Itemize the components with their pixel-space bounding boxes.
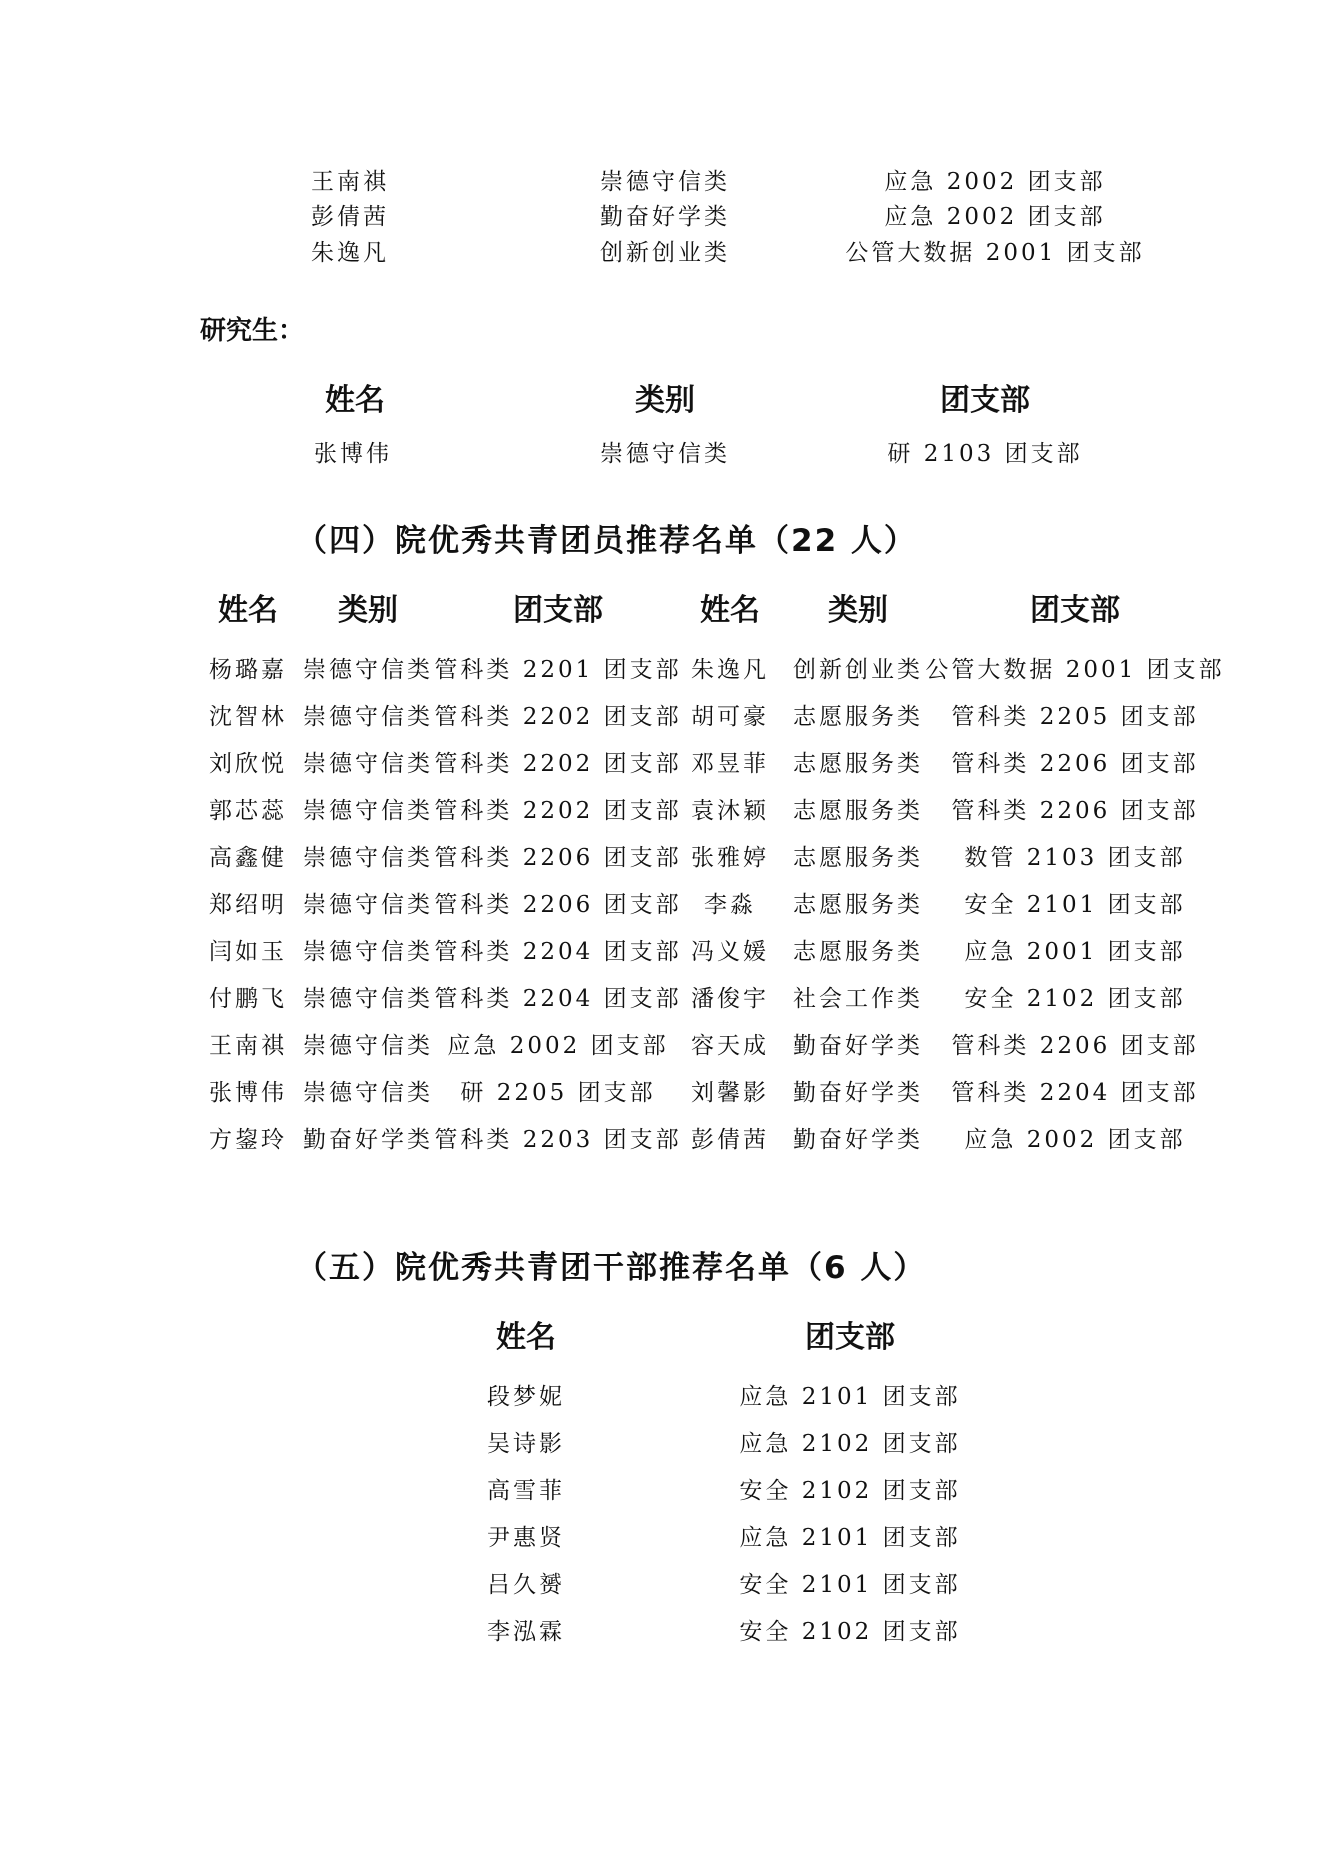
- header-branch: 团支部: [940, 383, 1030, 418]
- left-category-cell: 勤奋好学类: [303, 1127, 433, 1153]
- right-category-cell: 勤奋好学类: [793, 1080, 923, 1106]
- left-name-cell: 郑绍明: [209, 892, 287, 918]
- right-branch-cell: 管科类 2204 团支部: [951, 1080, 1199, 1106]
- right-branch-cell: 管科类 2206 团支部: [951, 1033, 1199, 1059]
- category-cell: 创新创业类: [600, 240, 730, 266]
- name-cell: 段梦妮: [487, 1384, 565, 1410]
- header-branch-left: 团支部: [513, 593, 603, 628]
- right-category-cell: 社会工作类: [793, 986, 923, 1012]
- name-cell: 吕久赟: [487, 1572, 565, 1598]
- left-category-cell: 崇德守信类: [303, 798, 433, 824]
- left-name-cell: 方鋆玲: [209, 1127, 287, 1153]
- header-category-right: 类别: [828, 593, 888, 628]
- name-cell: 王南祺: [311, 169, 389, 195]
- right-category-cell: 勤奋好学类: [793, 1033, 923, 1059]
- right-name-cell: 冯义媛: [691, 939, 769, 965]
- left-name-cell: 高鑫健: [209, 845, 287, 871]
- right-category-cell: 勤奋好学类: [793, 1127, 923, 1153]
- right-name-cell: 李淼: [704, 892, 756, 918]
- left-name-cell: 刘欣悦: [209, 751, 287, 777]
- left-name-cell: 张博伟: [209, 1080, 287, 1106]
- left-branch-cell: 管科类 2202 团支部: [434, 751, 682, 777]
- left-branch-cell: 管科类 2204 团支部: [434, 939, 682, 965]
- section5-title: （五）院优秀共青团干部推荐名单（6 人）: [296, 1250, 927, 1286]
- left-category-cell: 崇德守信类: [303, 751, 433, 777]
- right-branch-cell: 安全 2101 团支部: [964, 892, 1186, 918]
- name-cell: 尹惠贤: [487, 1525, 565, 1551]
- branch-cell: 研 2103 团支部: [887, 441, 1083, 467]
- right-name-cell: 张雅婷: [691, 845, 769, 871]
- name-cell: 吴诗影: [487, 1431, 565, 1457]
- header-branch-right: 团支部: [1030, 593, 1120, 628]
- left-category-cell: 崇德守信类: [303, 704, 433, 730]
- right-branch-cell: 公管大数据 2001 团支部: [925, 657, 1225, 683]
- right-branch-cell: 应急 2002 团支部: [964, 1127, 1186, 1153]
- left-branch-cell: 管科类 2206 团支部: [434, 845, 682, 871]
- right-category-cell: 志愿服务类: [793, 798, 923, 824]
- left-branch-cell: 应急 2002 团支部: [447, 1033, 669, 1059]
- branch-cell: 安全 2102 团支部: [739, 1478, 961, 1504]
- category-cell: 崇德守信类: [600, 441, 730, 467]
- left-category-cell: 崇德守信类: [303, 892, 433, 918]
- name-cell: 彭倩茜: [311, 204, 389, 230]
- branch-cell: 应急 2002 团支部: [884, 204, 1106, 230]
- right-name-cell: 袁沐颖: [691, 798, 769, 824]
- left-branch-cell: 管科类 2203 团支部: [434, 1127, 682, 1153]
- right-category-cell: 创新创业类: [793, 657, 923, 683]
- category-cell: 勤奋好学类: [600, 204, 730, 230]
- left-name-cell: 郭芯蕊: [209, 798, 287, 824]
- left-branch-cell: 管科类 2206 团支部: [434, 892, 682, 918]
- right-category-cell: 志愿服务类: [793, 892, 923, 918]
- name-cell: 张博伟: [314, 441, 392, 467]
- right-branch-cell: 安全 2102 团支部: [964, 986, 1186, 1012]
- header-name-left: 姓名: [218, 593, 278, 628]
- left-branch-cell: 管科类 2202 团支部: [434, 704, 682, 730]
- branch-cell: 公管大数据 2001 团支部: [845, 240, 1145, 266]
- branch-cell: 应急 2102 团支部: [739, 1431, 961, 1457]
- left-name-cell: 付鹏飞: [209, 986, 287, 1012]
- left-name-cell: 沈智林: [209, 704, 287, 730]
- left-name-cell: 闫如玉: [209, 939, 287, 965]
- right-category-cell: 志愿服务类: [793, 939, 923, 965]
- right-name-cell: 胡可豪: [691, 704, 769, 730]
- graduate-label: 研究生：: [200, 316, 305, 346]
- name-cell: 李泓霖: [487, 1619, 565, 1645]
- header-name: 姓名: [496, 1320, 556, 1355]
- left-category-cell: 崇德守信类: [303, 1033, 433, 1059]
- right-branch-cell: 管科类 2205 团支部: [951, 704, 1199, 730]
- right-branch-cell: 管科类 2206 团支部: [951, 798, 1199, 824]
- left-category-cell: 崇德守信类: [303, 1080, 433, 1106]
- left-branch-cell: 管科类 2204 团支部: [434, 986, 682, 1012]
- name-cell: 高雪菲: [487, 1478, 565, 1504]
- header-branch: 团支部: [805, 1320, 895, 1355]
- right-category-cell: 志愿服务类: [793, 845, 923, 871]
- header-name-right: 姓名: [700, 593, 760, 628]
- right-category-cell: 志愿服务类: [793, 704, 923, 730]
- header-category-left: 类别: [338, 593, 398, 628]
- left-category-cell: 崇德守信类: [303, 986, 433, 1012]
- right-branch-cell: 数管 2103 团支部: [964, 845, 1186, 871]
- right-name-cell: 潘俊宇: [691, 986, 769, 1012]
- category-cell: 崇德守信类: [600, 169, 730, 195]
- name-cell: 朱逸凡: [311, 240, 389, 266]
- right-name-cell: 邓昱菲: [691, 751, 769, 777]
- branch-cell: 应急 2101 团支部: [739, 1384, 961, 1410]
- right-branch-cell: 应急 2001 团支部: [964, 939, 1186, 965]
- left-branch-cell: 研 2205 团支部: [460, 1080, 656, 1106]
- right-name-cell: 朱逸凡: [691, 657, 769, 683]
- right-name-cell: 刘馨影: [691, 1080, 769, 1106]
- branch-cell: 应急 2101 团支部: [739, 1525, 961, 1551]
- left-branch-cell: 管科类 2201 团支部: [434, 657, 682, 683]
- right-category-cell: 志愿服务类: [793, 751, 923, 777]
- right-name-cell: 彭倩茜: [691, 1127, 769, 1153]
- branch-cell: 安全 2102 团支部: [739, 1619, 961, 1645]
- section4-title: （四）院优秀共青团员推荐名单（22 人）: [296, 523, 917, 559]
- left-category-cell: 崇德守信类: [303, 657, 433, 683]
- left-category-cell: 崇德守信类: [303, 845, 433, 871]
- branch-cell: 安全 2101 团支部: [739, 1572, 961, 1598]
- branch-cell: 应急 2002 团支部: [884, 169, 1106, 195]
- header-category: 类别: [635, 383, 695, 418]
- right-branch-cell: 管科类 2206 团支部: [951, 751, 1199, 777]
- left-name-cell: 王南祺: [209, 1033, 287, 1059]
- left-branch-cell: 管科类 2202 团支部: [434, 798, 682, 824]
- left-name-cell: 杨璐嘉: [209, 657, 287, 683]
- right-name-cell: 容天成: [691, 1033, 769, 1059]
- header-name: 姓名: [325, 383, 385, 418]
- left-category-cell: 崇德守信类: [303, 939, 433, 965]
